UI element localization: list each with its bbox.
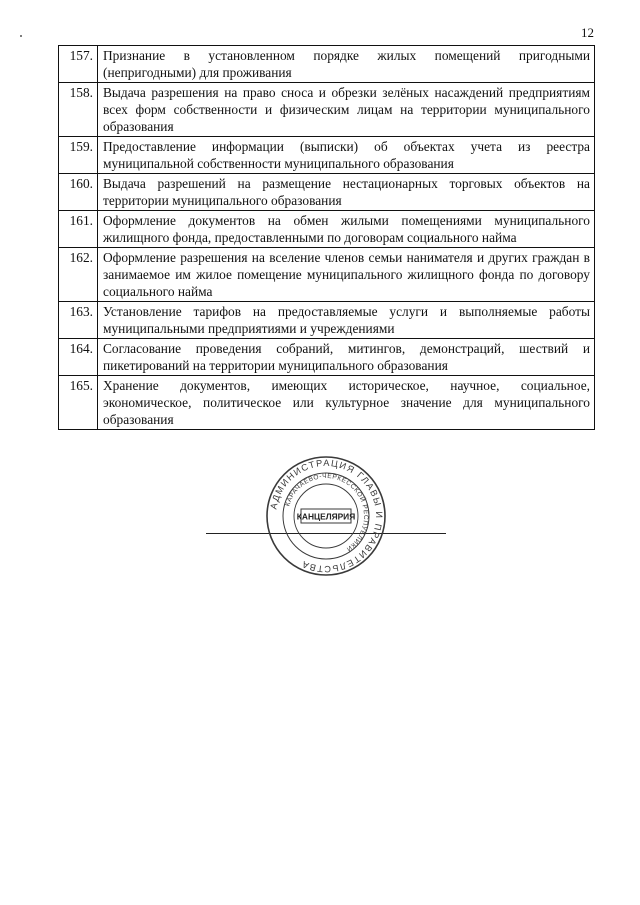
table-row: [59, 248, 595, 302]
row-number: 158.: [59, 83, 98, 137]
table-row: [59, 302, 595, 339]
row-number: 162.: [59, 248, 98, 302]
table-row: [59, 174, 595, 211]
page-number: 12: [581, 25, 594, 40]
row-text: Выдача разрешения на право сноса и обрезки зелёных насаждений предприятиям всех форм собственности и физическим лицам на территории муниципального образования: [98, 83, 595, 137]
table-row: [59, 339, 595, 376]
table-row: [59, 83, 595, 137]
row-number: 160.: [59, 174, 98, 211]
row-text: Оформление документов на обмен жилыми помещениями муниципального жилищного фонда, предоставленными по договорам социального найма: [98, 211, 595, 248]
office-seal: [265, 455, 387, 577]
seal-inner-text: КАРАЧАЕВО-ЧЕРКЕССКОЙ РЕСПУБЛИКИ: [284, 472, 370, 553]
table-row: [59, 137, 595, 174]
services-table: [58, 45, 595, 430]
row-number: 164.: [59, 339, 98, 376]
table-row: [59, 46, 595, 83]
table-row: [59, 376, 595, 430]
row-text: Установление тарифов на предоставляемые услуги и выполняемые работы муниципальными предприятиями и учреждениями: [98, 302, 595, 339]
row-text: Согласование проведения собраний, митингов, демонстраций, шествий и пикетирований на территории муниципального образования: [98, 339, 595, 376]
row-number: 159.: [59, 137, 98, 174]
row-text: Оформление разрешения на вселение членов семьи нанимателя и других граждан в занимаемое им жилое помещение муниципального жилищного фонда по договору социального найма: [98, 248, 595, 302]
table-row: [59, 211, 595, 248]
seal-label: КАНЦЕЛЯРИЯ: [296, 511, 356, 522]
row-number: 161.: [59, 211, 98, 248]
row-text: Предоставление информации (выписки) об объектах учета из реестра муниципальной собственности муниципального образования: [98, 137, 595, 174]
scan-speck: [20, 35, 22, 37]
row-text: Признание в установленном порядке жилых помещений пригодными (непригодными) для проживания: [98, 46, 595, 83]
row-text: Выдача разрешений на размещение нестационарных торговых объектов на территории муниципального образования: [98, 174, 595, 211]
row-number: 165.: [59, 376, 98, 430]
row-number: 163.: [59, 302, 98, 339]
row-number: 157.: [59, 46, 98, 83]
seal-outer-text: АДМИНИСТРАЦИЯ ГЛАВЫ И ПРАВИТЕЛЬСТВА: [268, 457, 385, 575]
row-text: Хранение документов, имеющих историческое, научное, социальное, экономическое, политическое или культурное значение для муниципального образования: [98, 376, 595, 430]
